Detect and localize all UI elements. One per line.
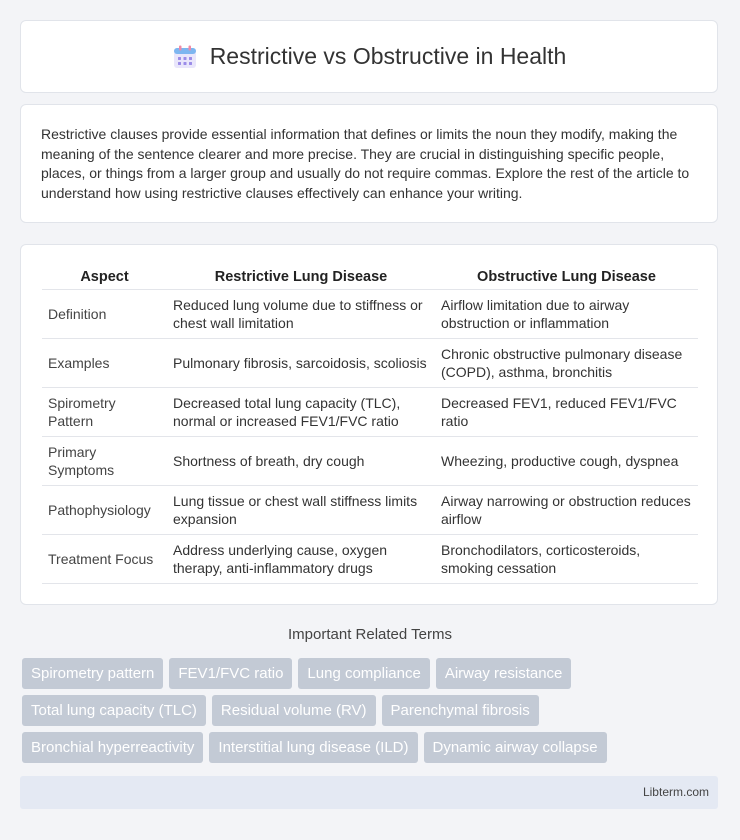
tag-row bbox=[22, 732, 722, 763]
related-terms bbox=[22, 658, 722, 769]
aspect-cell: Primary Symptoms bbox=[42, 437, 167, 486]
aspect-cell: Spirometry Pattern bbox=[42, 388, 167, 437]
table-row bbox=[42, 388, 698, 437]
footer-site-link[interactable]: Libterm.com bbox=[642, 785, 709, 799]
restrictive-cell: Address underlying cause, oxygen therapy, anti-inflammatory drugs bbox=[167, 535, 435, 584]
term-tag[interactable]: Spirometry pattern bbox=[22, 658, 163, 689]
intro-text: Restrictive clauses provide essential information that defines or limits the noun they modify, making the meaning of the sentence clearer and more precise. They are crucial in distinguishing specific people, places, or things from a larger group and usually do not require commas. Explore the rest of the article to understand how using restrictive clauses effectively can enhance your writing. bbox=[41, 126, 690, 201]
calendar-icon bbox=[172, 44, 198, 70]
intro-card bbox=[20, 104, 718, 223]
aspect-cell: Treatment Focus bbox=[42, 535, 167, 584]
obstructive-cell: Airflow limitation due to airway obstruction or inflammation bbox=[435, 290, 698, 339]
term-tag[interactable]: Parenchymal fibrosis bbox=[382, 695, 539, 726]
tag-row bbox=[22, 695, 722, 726]
obstructive-cell: Bronchodilators, corticosteroids, smoking cessation bbox=[435, 535, 698, 584]
term-tag[interactable]: FEV1/FVC ratio bbox=[169, 658, 292, 689]
column-header: Restrictive Lung Disease bbox=[214, 269, 388, 285]
term-tag[interactable]: Residual volume (RV) bbox=[212, 695, 376, 726]
footer bbox=[20, 776, 718, 809]
table-row bbox=[42, 290, 698, 339]
table-header-row bbox=[42, 267, 698, 290]
table-row bbox=[42, 535, 698, 584]
aspect-cell: Examples bbox=[42, 339, 167, 388]
term-tag[interactable]: Lung compliance bbox=[298, 658, 429, 689]
term-tag[interactable]: Airway resistance bbox=[436, 658, 572, 689]
column-header: Obstructive Lung Disease bbox=[477, 269, 656, 285]
term-tag[interactable]: Dynamic airway collapse bbox=[424, 732, 607, 763]
column-header: Aspect bbox=[80, 269, 129, 285]
term-tag[interactable]: Bronchial hyperreactivity bbox=[22, 732, 203, 763]
table-row bbox=[42, 486, 698, 535]
page-title: Restrictive vs Obstructive in Health bbox=[209, 43, 567, 69]
term-tag[interactable]: Interstitial lung disease (ILD) bbox=[209, 732, 417, 763]
comparison-card bbox=[20, 244, 718, 605]
restrictive-cell: Pulmonary fibrosis, sarcoidosis, scoliosis bbox=[167, 339, 435, 388]
term-tag[interactable]: Total lung capacity (TLC) bbox=[22, 695, 206, 726]
obstructive-cell: Chronic obstructive pulmonary disease (COPD), asthma, bronchitis bbox=[435, 339, 698, 388]
aspect-cell: Definition bbox=[42, 290, 167, 339]
obstructive-cell: Wheezing, productive cough, dyspnea bbox=[435, 437, 698, 486]
restrictive-cell: Reduced lung volume due to stiffness or chest wall limitation bbox=[167, 290, 435, 339]
table-row bbox=[42, 437, 698, 486]
tag-row bbox=[22, 658, 722, 689]
header-card bbox=[20, 20, 718, 93]
restrictive-cell: Shortness of breath, dry cough bbox=[167, 437, 435, 486]
obstructive-cell: Decreased FEV1, reduced FEV1/FVC ratio bbox=[435, 388, 698, 437]
related-terms-title: Important Related Terms bbox=[288, 626, 452, 643]
aspect-cell: Pathophysiology bbox=[42, 486, 167, 535]
comparison-table bbox=[42, 267, 698, 584]
restrictive-cell: Lung tissue or chest wall stiffness limits expansion bbox=[167, 486, 435, 535]
table-row bbox=[42, 339, 698, 388]
restrictive-cell: Decreased total lung capacity (TLC), normal or increased FEV1/FVC ratio bbox=[167, 388, 435, 437]
obstructive-cell: Airway narrowing or obstruction reduces airflow bbox=[435, 486, 698, 535]
